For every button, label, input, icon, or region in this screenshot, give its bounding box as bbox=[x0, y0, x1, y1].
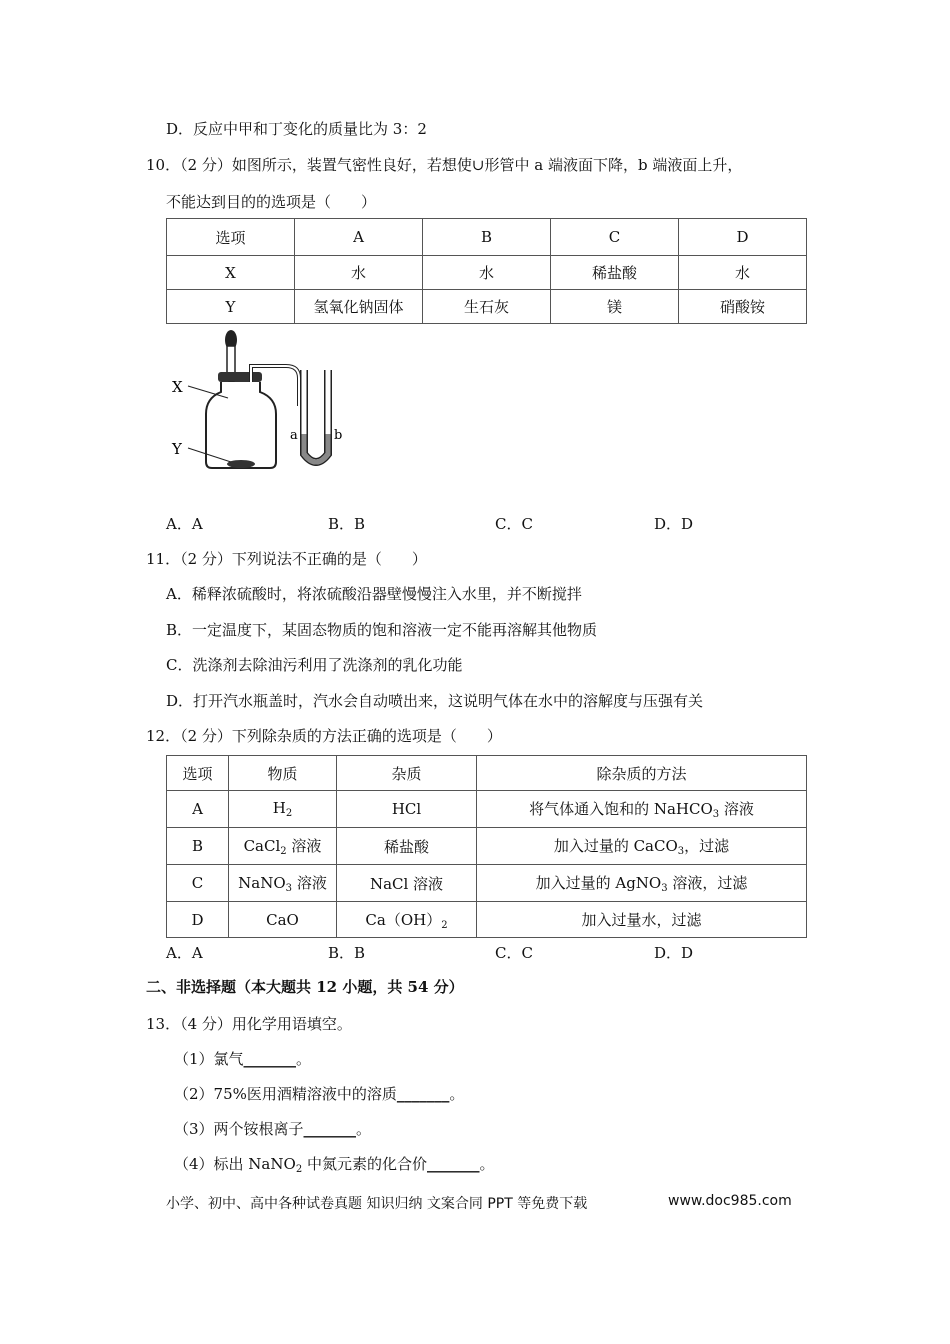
q12-cell-substance: CaO bbox=[229, 902, 337, 938]
q12-cell-impurity: 稀盐酸 bbox=[337, 828, 477, 865]
q13-item1: （1）氯气_______。 bbox=[174, 1050, 312, 1068]
q12-cell-option: D bbox=[167, 902, 229, 938]
label-a: a bbox=[290, 428, 298, 443]
q12-stem: 12．（2 分）下列除杂质的方法正确的选项是（ ） bbox=[146, 727, 502, 745]
q12-cell-method: 将气体通入饱和的 NaHCO$_3$ 溶液 bbox=[477, 791, 807, 828]
q12-option-d: D．D bbox=[654, 944, 694, 962]
q10-stem-line1: 10．（2 分）如图所示，装置气密性良好，若想使∪形管中 a 端液面下降，b 端液面上升， bbox=[146, 156, 743, 174]
q12-cell-option: A bbox=[167, 791, 229, 828]
q10-cell: 水 bbox=[679, 256, 807, 290]
answer-blank[interactable]: _______ bbox=[426, 1155, 480, 1173]
q12-cell-impurity: NaCl 溶液 bbox=[337, 865, 477, 902]
footer-url[interactable]: www.doc985.com bbox=[668, 1193, 792, 1209]
footer-promo-text: 小学、初中、高中各种试卷真题 知识归纳 文案合同 PPT 等免费下载 bbox=[166, 1196, 588, 1212]
q10-header-cell: A bbox=[295, 219, 423, 256]
q10-header-cell: B bbox=[423, 219, 551, 256]
label-y: Y bbox=[172, 440, 182, 458]
q12-cell-option: B bbox=[167, 828, 229, 865]
q12-table-row bbox=[167, 828, 807, 865]
q10-cell: 水 bbox=[295, 256, 423, 290]
q10-stem-line2: 不能达到目的的选项是（ ） bbox=[166, 193, 377, 211]
q10-option-b: B．B bbox=[328, 515, 366, 533]
q10-header-cell: C bbox=[551, 219, 679, 256]
u-tube bbox=[304, 370, 328, 462]
q11-option-b: B．一定温度下，某固态物质的饱和溶液一定不能再溶解其他物质 bbox=[166, 621, 598, 639]
q12-cell-substance: $H_2$ bbox=[229, 791, 337, 828]
q10-header-cell: 选项 bbox=[167, 219, 295, 256]
q10-cell: 稀盐酸 bbox=[551, 256, 679, 290]
q11-option-c: C．洗涤剂去除油污利用了洗涤剂的乳化功能 bbox=[166, 656, 463, 674]
q12-cell-impurity: $Ca(OH)_2$ bbox=[337, 902, 477, 938]
q13-item2: （2）75%医用酒精溶液中的溶质_______。 bbox=[174, 1085, 465, 1103]
q12-header-cell: 除杂质的方法 bbox=[477, 756, 807, 791]
section2-title: 二、非选择题（本大题共 12 小题，共 54 分） bbox=[146, 978, 464, 996]
q12-cell-option: C bbox=[167, 865, 229, 902]
answer-blank[interactable]: _______ bbox=[243, 1050, 297, 1068]
q12-table-row bbox=[167, 865, 807, 902]
q12-table-row bbox=[167, 791, 807, 828]
q11-option-a: A．稀释浓硫酸时，将浓硫酸沿器壁慢慢注入水里，并不断搅拌 bbox=[166, 585, 582, 603]
q12-option-b: B．B bbox=[328, 944, 366, 962]
q9-option-d: D．反应中甲和丁变化的质量比为 3：2 bbox=[166, 120, 427, 138]
q10-cell: Y bbox=[167, 290, 295, 324]
label-x: X bbox=[172, 378, 183, 396]
q10-table bbox=[166, 218, 807, 324]
answer-blank[interactable]: _______ bbox=[303, 1120, 357, 1138]
q13-item3: （3）两个铵根离子_______。 bbox=[174, 1120, 372, 1138]
q12-cell-substance: NaNO$_3$ 溶液 bbox=[229, 865, 337, 902]
q12-table bbox=[166, 755, 807, 938]
q12-header-cell: 杂质 bbox=[337, 756, 477, 791]
q10-table-row-y bbox=[167, 290, 807, 324]
q10-table-row-x bbox=[167, 256, 807, 290]
solid-y bbox=[227, 460, 255, 468]
q10-option-d: D．D bbox=[654, 515, 694, 533]
q10-option-c: C．C bbox=[495, 515, 533, 533]
label-b: b bbox=[334, 428, 343, 443]
q10-cell: 氢氧化钠固体 bbox=[295, 290, 423, 324]
q10-table-header bbox=[167, 219, 807, 256]
q13-stem: 13．（4 分）用化学用语填空。 bbox=[146, 1015, 352, 1033]
q11-stem: 11．（2 分）下列说法不正确的是（ ） bbox=[146, 550, 427, 568]
q12-table-row bbox=[167, 902, 807, 938]
q10-apparatus-figure bbox=[166, 326, 366, 486]
q12-table-header bbox=[167, 756, 807, 791]
dropper-tube bbox=[227, 346, 235, 374]
q10-cell: 硝酸铵 bbox=[679, 290, 807, 324]
q12-cell-impurity: HCl bbox=[337, 791, 477, 828]
q10-cell: 水 bbox=[423, 256, 551, 290]
q10-cell: 镁 bbox=[551, 290, 679, 324]
q12-option-a: A．A bbox=[166, 944, 203, 962]
q11-option-d: D．打开汽水瓶盖时，汽水会自动喷出来，这说明气体在水中的溶解度与压强有关 bbox=[166, 692, 704, 710]
answer-blank[interactable]: _______ bbox=[396, 1085, 450, 1103]
q10-option-a: A．A bbox=[166, 515, 203, 533]
q10-cell: 生石灰 bbox=[423, 290, 551, 324]
q12-cell-method: 加入过量的 CaCO$_3$，过滤 bbox=[477, 828, 807, 865]
q12-header-cell: 选项 bbox=[167, 756, 229, 791]
q13-item4: （4）标出 NaNO$_2$ 中氮元素的化合价_______。 bbox=[174, 1155, 495, 1175]
q12-cell-substance: CaCl$_2$ 溶液 bbox=[229, 828, 337, 865]
stopper bbox=[218, 372, 262, 382]
q10-header-cell: D bbox=[679, 219, 807, 256]
q12-option-c: C．C bbox=[495, 944, 533, 962]
q12-cell-method: 加入过量水，过滤 bbox=[477, 902, 807, 938]
q10-cell: X bbox=[167, 256, 295, 290]
q12-header-cell: 物质 bbox=[229, 756, 337, 791]
q12-cell-method: 加入过量的 AgNO$_3$ 溶液，过滤 bbox=[477, 865, 807, 902]
